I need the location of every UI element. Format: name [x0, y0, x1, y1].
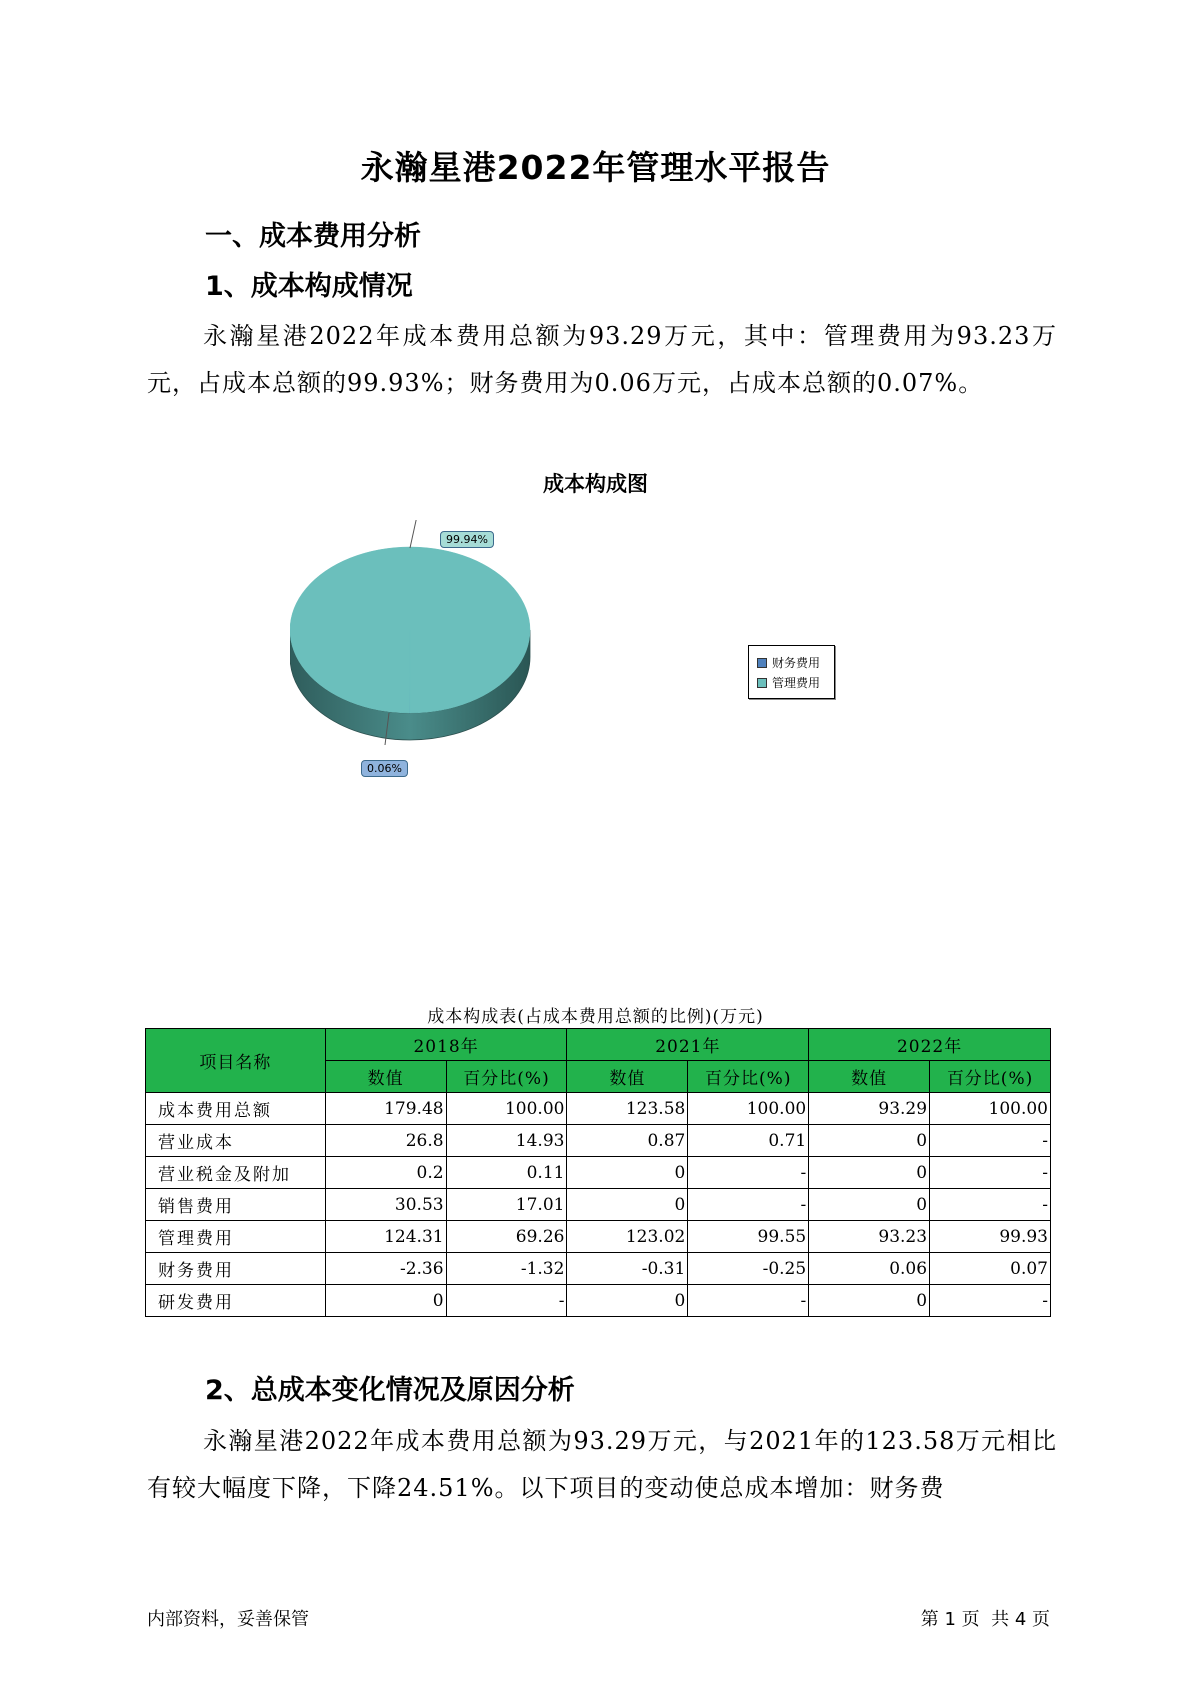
subheader-value: 数值 [567, 1061, 688, 1093]
table-cell: 0 [809, 1285, 930, 1317]
table-cell: 124.31 [325, 1221, 446, 1253]
legend-item-finance [757, 654, 820, 671]
table-cell: - [930, 1125, 1051, 1157]
legend-swatch-finance [757, 658, 767, 668]
table-caption: 成本构成表(占成本费用总额的比例)(万元) [427, 1007, 764, 1027]
subheader-value: 数值 [809, 1061, 930, 1093]
cost-composition-table [145, 1028, 1051, 1317]
table-cell: 0.11 [446, 1157, 567, 1189]
table-row [146, 1189, 1051, 1221]
table-cell: 99.93 [930, 1221, 1051, 1253]
table-cell: 14.93 [446, 1125, 567, 1157]
subsection-heading-cost-composition: 1、成本构成情况 [205, 271, 413, 302]
total-cost-change-paragraph: 永瀚星港2022年成本费用总额为93.29万元，与2021年的123.58万元相比有较大幅度下降，下降24.51%。以下项目的变动使总成本增加：财务费 [147, 1427, 1057, 1502]
table-cell: 0 [809, 1125, 930, 1157]
table-cell: 0 [567, 1285, 688, 1317]
header-item-name: 项目名称 [146, 1029, 326, 1093]
table-cell: -1.32 [446, 1253, 567, 1285]
table-cell: 0.87 [567, 1125, 688, 1157]
subheader-percent: 百分比(%) [688, 1061, 809, 1093]
table-cell: 100.00 [446, 1093, 567, 1125]
row-label: 营业成本 [146, 1125, 326, 1157]
table-cell: - [688, 1285, 809, 1317]
table-cell: 93.29 [809, 1093, 930, 1125]
legend-label-finance: 财务费用 [772, 656, 821, 670]
table-cell: 123.02 [567, 1221, 688, 1253]
table-cell: 0.2 [325, 1157, 446, 1189]
table-row [146, 1157, 1051, 1189]
table-cell: - [930, 1157, 1051, 1189]
table-cell: 100.00 [688, 1093, 809, 1125]
table-cell: 69.26 [446, 1221, 567, 1253]
document-title: 永瀚星港2022年管理水平报告 [360, 148, 831, 187]
table-cell: 0.06 [809, 1253, 930, 1285]
table-cell: 0 [567, 1189, 688, 1221]
table-row [146, 1285, 1051, 1317]
row-label: 财务费用 [146, 1253, 326, 1285]
row-label: 成本费用总额 [146, 1093, 326, 1125]
table-cell: - [688, 1189, 809, 1221]
table-row [146, 1253, 1051, 1285]
chart-title: 成本构成图 [543, 472, 648, 496]
table-cell: - [930, 1285, 1051, 1317]
table-cell: 0 [567, 1157, 688, 1189]
table-cell: 0 [809, 1189, 930, 1221]
table-cell: 99.55 [688, 1221, 809, 1253]
table-cell: 17.01 [446, 1189, 567, 1221]
row-label: 营业税金及附加 [146, 1157, 326, 1189]
table-row [146, 1093, 1051, 1125]
table-cell: 30.53 [325, 1189, 446, 1221]
cost-composition-paragraph: 永瀚星港2022年成本费用总额为93.29万元，其中：管理费用为93.23万元，占成本总额的99.93%；财务费用为0.06万元，占成本总额的0.07%。 [147, 322, 1057, 397]
pie-chart [290, 520, 550, 760]
table-cell: 0 [809, 1157, 930, 1189]
table-cell: 0.71 [688, 1125, 809, 1157]
data-label-management: 99.94% [440, 531, 494, 548]
table-cell: - [688, 1157, 809, 1189]
table-cell: 93.23 [809, 1221, 930, 1253]
footer-page-number: 第 1 页 共 4 页 [920, 1609, 1050, 1630]
footer-confidential-note: 内部资料，妥善保管 [147, 1609, 309, 1630]
legend-label-management: 管理费用 [772, 676, 821, 690]
subsection-heading-total-cost-change: 2、总成本变化情况及原因分析 [205, 1375, 575, 1406]
pie-slice-management [290, 547, 530, 713]
table-cell: - [930, 1189, 1051, 1221]
table-cell: 100.00 [930, 1093, 1051, 1125]
table-row [146, 1221, 1051, 1253]
table-cell: 0.07 [930, 1253, 1051, 1285]
subheader-value: 数值 [325, 1061, 446, 1093]
table-cell: 123.58 [567, 1093, 688, 1125]
row-label: 管理费用 [146, 1221, 326, 1253]
legend-item-management [757, 674, 820, 691]
chart-legend [748, 645, 835, 699]
table-cell: 26.8 [325, 1125, 446, 1157]
row-label: 销售费用 [146, 1189, 326, 1221]
legend-swatch-management [757, 678, 767, 688]
header-year-2021: 2021年 [567, 1029, 809, 1061]
table-cell: 0 [325, 1285, 446, 1317]
row-label: 研发费用 [146, 1285, 326, 1317]
subheader-percent: 百分比(%) [930, 1061, 1051, 1093]
header-year-2022: 2022年 [809, 1029, 1051, 1061]
table-cell: 179.48 [325, 1093, 446, 1125]
data-label-finance: 0.06% [361, 760, 408, 777]
table-row [146, 1125, 1051, 1157]
table-cell: -0.25 [688, 1253, 809, 1285]
table-cell: -2.36 [325, 1253, 446, 1285]
section-heading-cost-analysis: 一、成本费用分析 [205, 221, 421, 252]
subheader-percent: 百分比(%) [446, 1061, 567, 1093]
leader-line-management [410, 520, 417, 548]
table-cell: -0.31 [567, 1253, 688, 1285]
table-cell: - [446, 1285, 567, 1317]
header-year-2018: 2018年 [325, 1029, 567, 1061]
